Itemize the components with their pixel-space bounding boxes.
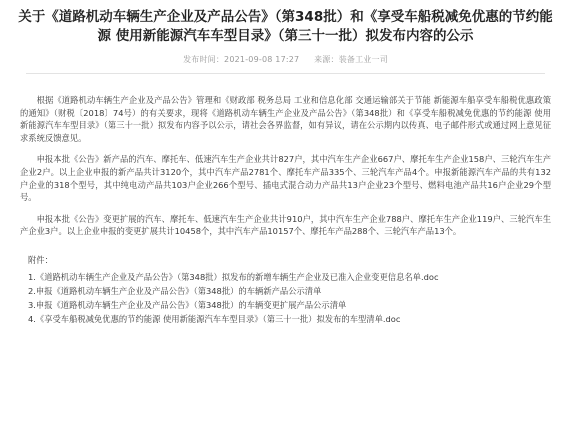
attachments bbox=[14, 254, 557, 326]
attachment-link-1[interactable]: 1.《道路机动车辆生产企业及产品公告》（第348批）拟发布的新增车辆生产企业及已准入企业变更信息名单.doc bbox=[28, 271, 439, 282]
paragraph-new-products: 申报本批《公告》新产品的汽车、摩托车、低速汽车生产企业共计827户，其中汽车生产企业667户、摩托车生产企业158户、三轮汽车生产企业2户。以上企业申报的新产品共计3120个，其中汽车产品2781个、摩托车产品335个、三轮汽车产品4个。申报新能源汽车产品的共有132户企业的318个型号，其中纯电动产品共103户企业266个型号、插电式混合动力产品共13户企业23个型号、燃料电池产品共16户企业29个型号。 bbox=[20, 154, 551, 203]
article-title: 关于《道路机动车辆生产企业及产品公告》（第348批）和《享受车船税减免优惠的节约能源 使用新能源汽车车型目录》（第三十一批）拟发布内容的公示 bbox=[18, 9, 553, 44]
publish-source: 来源：装备工业一司 bbox=[314, 55, 388, 64]
article-meta bbox=[14, 54, 557, 65]
attachment-link-4[interactable]: 4.《享受车船税减免优惠的节约能源 使用新能源汽车车型目录》（第三十一批）拟发布的车型清单.doc bbox=[28, 313, 401, 324]
attachment-link-2[interactable]: 2.申报《道路机动车辆生产企业及产品公告》（第348批）的车辆新产品公示清单 bbox=[28, 285, 322, 296]
publish-date: 发布时间：2021-09-08 17:27 bbox=[183, 55, 300, 64]
paragraph-changes: 申报本批《公告》变更扩展的汽车、摩托车、低速汽车生产企业共计910户，其中汽车生产企业788户、摩托车生产企业119户、三轮汽车生产企业3户。以上企业申报的变更扩展共计10458个，其中汽车产品10157个、摩托车产品288个、三轮汽车产品13个。 bbox=[20, 213, 551, 237]
attachments-heading: 附件： bbox=[28, 254, 53, 265]
divider bbox=[26, 73, 545, 74]
paragraph-intro: 根据《道路机动车辆生产企业及产品公告》管理和《财政部 税务总局 工业和信息化部 交通运输部关于节能 新能源车船享受车船税优惠政策的通知》（财税〔2018〕74号）的有关要求，现将《道路机动车辆生产企业及产品公告》（第348批）和《享受车船税减免优惠的节约能源 使用新能源汽车车型目录》（第三十一批）拟发布内容予以公示，请社会各界监督，如有异议，请在公示期内以传真、电子邮件形式或通过网上意见征求系统反馈意见。 bbox=[20, 95, 551, 143]
article-body bbox=[14, 94, 557, 238]
attachment-link-3[interactable]: 3.申报《道路机动车辆生产企业及产品公告》（第348批）的车辆变更扩展产品公示清单 bbox=[28, 299, 347, 310]
